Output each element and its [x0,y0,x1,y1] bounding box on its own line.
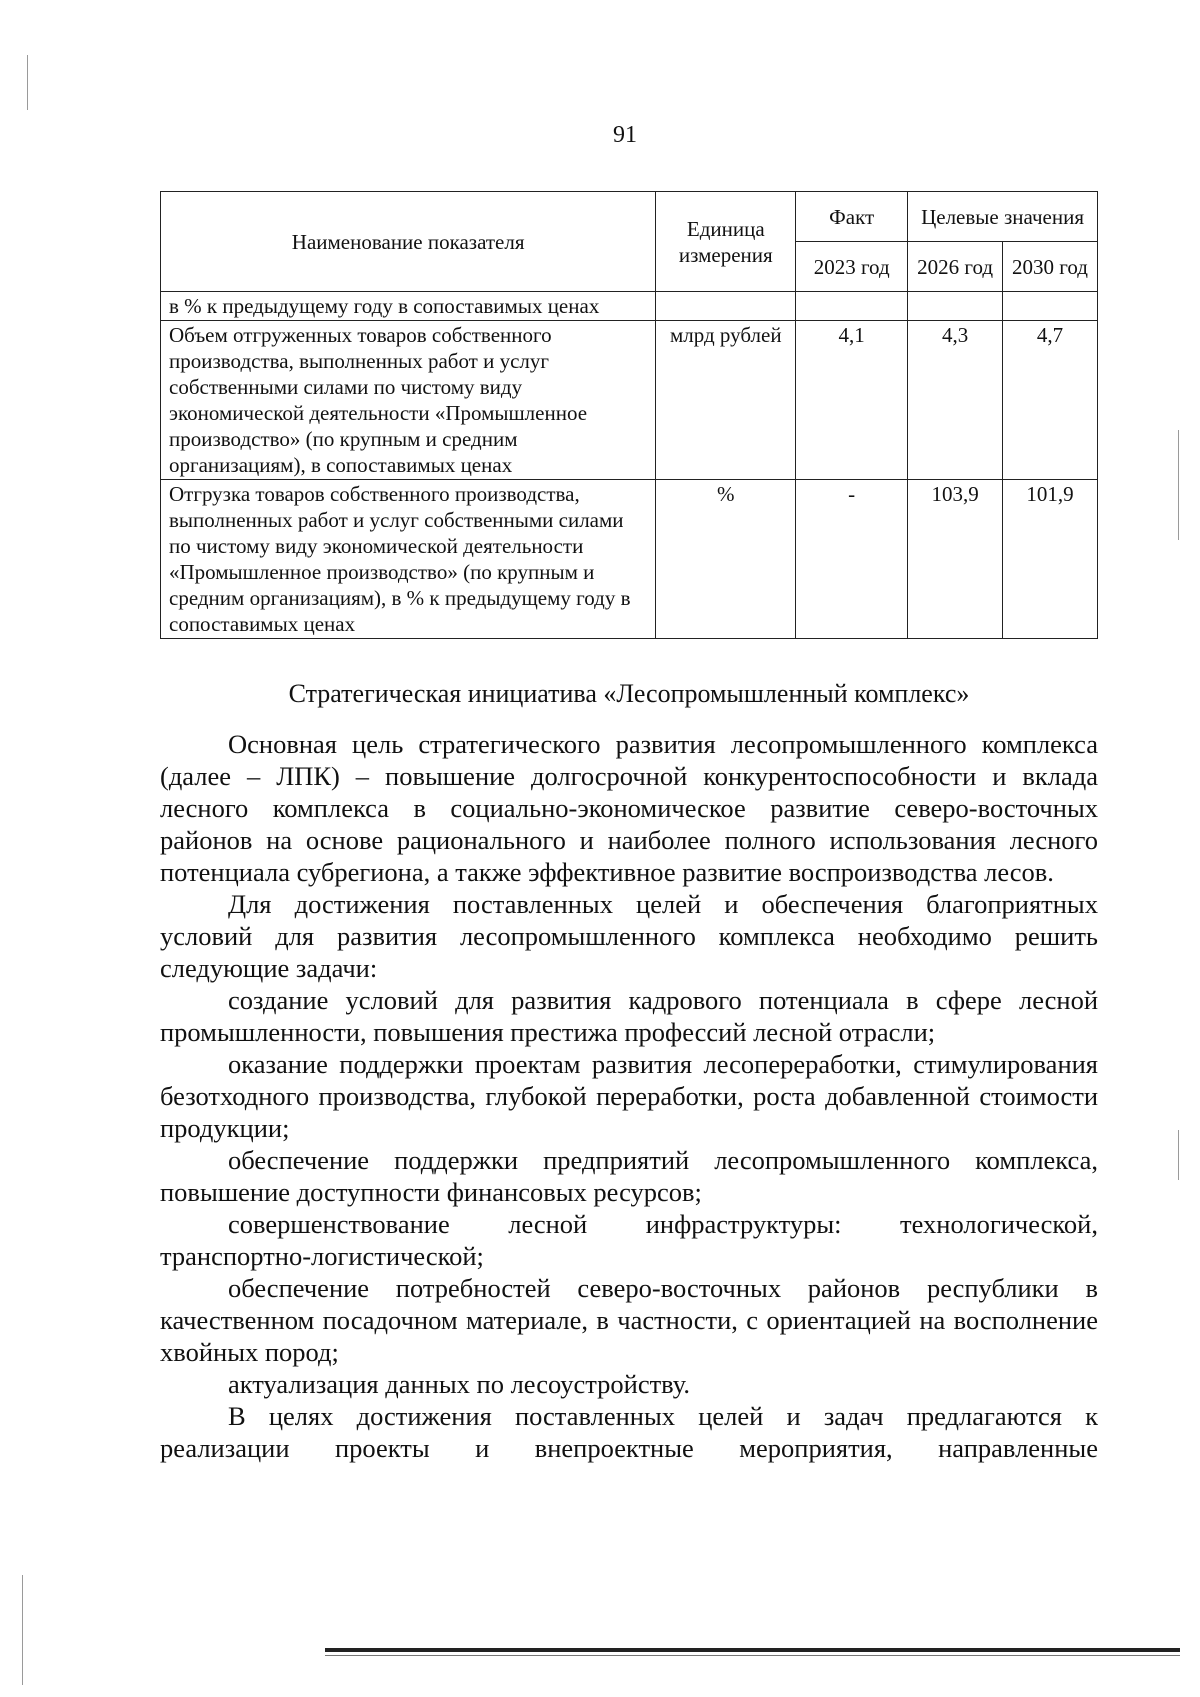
header-target-2026: 2026 год [908,242,1003,292]
cell-indicator-name: Объем отгруженных товаров собственного производства, выполненных работ и услуг собственными силами по чистому виду экономической деятельности «Промышленное производство» (по крупным и средним организациям), в сопоставимых ценах [161,321,656,480]
task-item: оказание поддержки проектам развития лесопереработки, стимулирования безотходного производства, глубокой переработки, роста добавленной стоимости продукции; [160,1049,1098,1143]
cell-unit: млрд рублей [656,321,796,480]
table-row [161,321,1098,480]
header-fact: Факт [796,192,908,242]
header-targets: Целевые значения [908,192,1098,242]
header-fact-year: 2023 год [796,242,908,292]
task-item: создание условий для развития кадрового потенциала в сфере лесной промышленности, повышения престижа профессий лесной отрасли; [160,985,1098,1047]
body-text [160,728,1098,1464]
header-target-2030: 2030 год [1003,242,1098,292]
cell-fact [796,292,908,321]
cell-fact: 4,1 [796,321,908,480]
scan-mark-left-bottom [22,1575,23,1685]
cell-target-2026: 103,9 [908,480,1003,639]
paragraph-projects: В целях достижения поставленных целей и задач предлагаются к реализации проекты и внепроектные мероприятия, направленные [160,1401,1098,1463]
scan-mark-left-top [27,55,28,110]
table-row [161,480,1098,639]
page-number: 91 [613,122,637,148]
paragraph-tasks-intro: Для достижения поставленных целей и обеспечения благоприятных условий для развития лесопромышленного комплекса необходимо решить следующие задачи: [160,889,1098,983]
task-item: совершенствование лесной инфраструктуры: технологической, транспортно-логистической; [160,1209,1098,1271]
cell-target-2030: 101,9 [1003,480,1098,639]
indicators-table [160,191,1098,639]
cell-target-2030: 4,7 [1003,321,1098,480]
cell-target-2026: 4,3 [908,321,1003,480]
cell-fact: - [796,480,908,639]
table-row [161,292,1098,321]
cell-indicator-name: в % к предыдущему году в сопоставимых ценах [161,292,656,321]
cell-unit [656,292,796,321]
section-title: Стратегическая инициатива «Лесопромышленный комплекс» [288,679,970,708]
table-header-row [161,192,1098,242]
task-item: актуализация данных по лесоустройству. [228,1369,690,1399]
bottom-rule [325,1648,1180,1652]
cell-unit: % [656,480,796,639]
scan-mark-right-2 [1178,1130,1179,1180]
header-unit: Единица измерения [656,192,796,292]
header-indicator-name: Наименование показателя [161,192,656,292]
task-item: обеспечение потребностей северо-восточных районов республики в качественном посадочном материале, в частности, с ориентацией на восполнение хвойных пород; [160,1273,1098,1367]
paragraph-goal: Основная цель стратегического развития лесопромышленного комплекса (далее – ЛПК) – повышение долгосрочной конкурентоспособности и вклада лесного комплекса в социально-экономическое развитие северо-восточных районов на основе рационального и наиболее полного использования лесного потенциала субрегиона, а также эффективное развитие воспроизводства лесов. [160,729,1098,887]
cell-indicator-name: Отгрузка товаров собственного производства, выполненных работ и услуг собственными силами по чистому виду экономической деятельности «Промышленное производство» (по крупным и средним организациям), в % к предыдущему году в сопоставимых ценах [161,480,656,639]
task-item: обеспечение поддержки предприятий лесопромышленного комплекса, повышение доступности финансовых ресурсов; [160,1145,1098,1207]
cell-target-2026 [908,292,1003,321]
scan-mark-right [1178,430,1179,540]
bottom-rule-thin [325,1655,1180,1656]
cell-target-2030 [1003,292,1098,321]
